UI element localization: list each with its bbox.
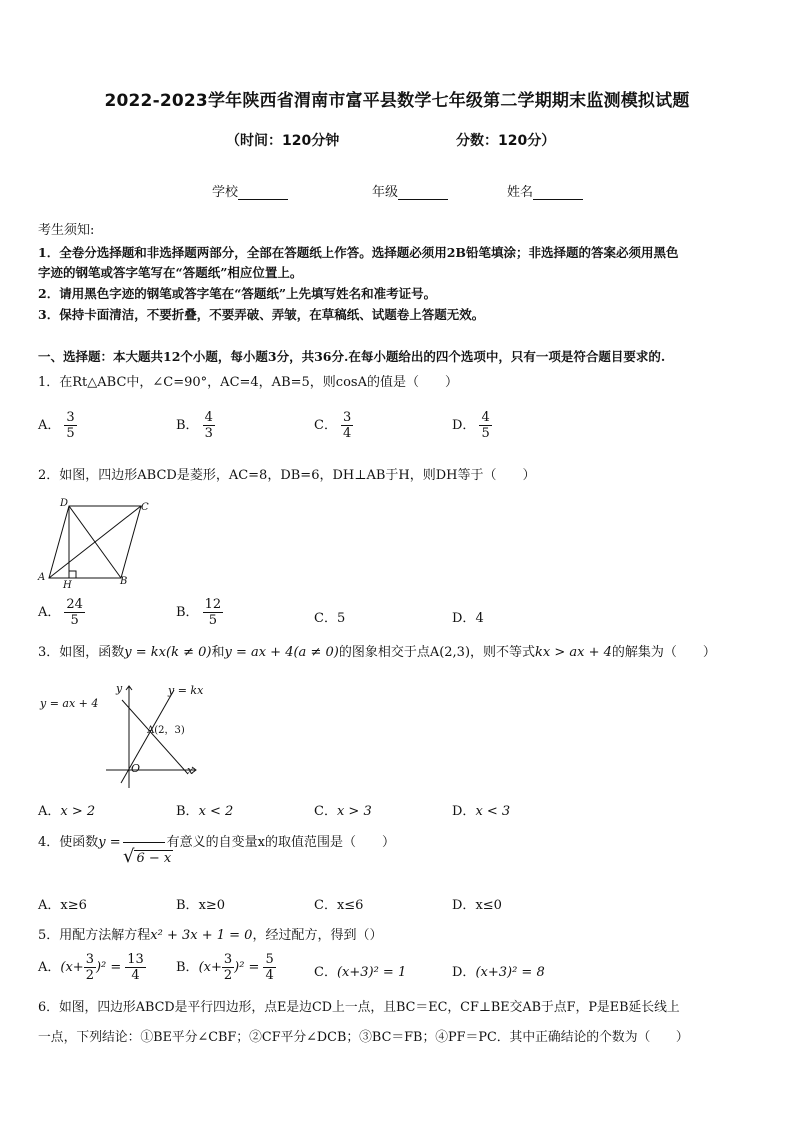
q3-option-a[interactable]: A．x > 2 <box>38 804 96 819</box>
fraction-bar <box>123 842 165 843</box>
school-blank[interactable] <box>238 185 288 200</box>
page-title: 2022-2023学年陕西省渭南市富平县数学七年级第二学期期末监测模拟试题 <box>104 91 690 111</box>
label-b: B <box>120 576 128 587</box>
label-point-a: A(2，3) <box>147 725 185 736</box>
q2-option-b[interactable]: B． $\frac{12}{5}$ <box>176 597 222 628</box>
q2-option-a[interactable]: A． $\frac{24}{5}$ <box>38 597 83 628</box>
q1-option-d[interactable]: D． $\frac{4}{5}$ <box>452 410 490 441</box>
grade-blank[interactable] <box>398 185 448 200</box>
time-limit: （时间：120分钟 <box>226 133 340 149</box>
q3-stem: 3．如图，函数y = kx(k ≠ 0)和y = ax + 4(a ≠ 0)的图象相交于点A(2,3)，则不等式kx > ax + 4的解集为（ ） <box>38 645 716 660</box>
section-heading: 一、选择题：本大题共12个小题，每小题3分，共36分.在每小题给出的四个选项中，只有一项是符合题目要求的. <box>38 349 666 364</box>
q4-option-a[interactable]: A．x≥6 <box>38 898 87 913</box>
diagonal-db <box>69 506 121 578</box>
q4-option-c[interactable]: C．x≤6 <box>314 898 364 913</box>
label-x-axis: x <box>187 764 194 777</box>
q3-option-b[interactable]: B．x < 2 <box>176 804 234 819</box>
notice-item-1a: 1．全卷分选择题和非选择题两部分，全部在答题纸上作答。选择题必须用2B铅笔填涂；非选择题的答案必须用黑色 <box>38 245 679 260</box>
q5-option-b[interactable]: B．(x+ $\frac{3}{2}$ )² = $\frac{5}{4}$ <box>176 952 274 983</box>
q6-stem-line2: 一点，下列结论：①BE平分∠CBF；②CF平分∠DCB；③BC＝FB；④PF＝PC．其中正确结论的个数为（ ） <box>38 1030 689 1045</box>
q6-stem-line1: 6．如图，四边形ABCD是平行四边形，点E是边CD上一点，且BC＝EC，CF⊥BE交AB于点F，P是EB延长线上 <box>38 1000 680 1015</box>
school-label: 学校 <box>212 185 239 200</box>
right-angle-mark <box>69 571 76 578</box>
q1-option-a[interactable]: A． $\frac{3}{5}$ <box>38 410 75 441</box>
label-h: H <box>63 580 72 590</box>
q2-option-d[interactable]: D．4 <box>452 611 484 626</box>
q5-option-a[interactable]: A．(x+ $\frac{3}{2}$ )² = $\frac{13}{4}$ <box>38 952 144 983</box>
q4-stem: 4．使函数y = 有意义的自变量x的取值范围是（ ） <box>38 835 395 850</box>
q4-option-b[interactable]: B．x≥0 <box>176 898 226 913</box>
label-origin: O <box>131 762 141 775</box>
name-blank[interactable] <box>533 185 583 200</box>
q4-radical: √ 6 − x <box>123 846 172 867</box>
q3-option-c[interactable]: C．x > 3 <box>314 804 372 819</box>
q5-stem: 5．用配方法解方程x² + 3x + 1 = 0，经过配方，得到（） <box>38 928 383 943</box>
name-field[interactable] <box>507 181 583 200</box>
label-line2: y = kx <box>168 684 204 697</box>
q1-option-b[interactable]: B． $\frac{4}{3}$ <box>176 410 213 441</box>
q1-option-c[interactable]: C． $\frac{3}{4}$ <box>314 410 352 441</box>
notice-item-1b: 字迹的钢笔或答字笔写在“答题纸”相应位置上。 <box>38 265 303 280</box>
q2-option-c[interactable]: C．5 <box>314 611 346 626</box>
grade-field[interactable] <box>372 181 448 200</box>
rhombus-figure <box>34 496 154 590</box>
notice-heading: 考生须知: <box>38 223 95 238</box>
label-c: C <box>141 502 149 513</box>
q1-stem: 1．在Rt△ABC中，∠C=90°，AC=4，AB=5，则cosA的值是（ ） <box>38 375 458 390</box>
notice-item-3: 3．保持卡面清洁，不要折叠，不要弄破、弄皱，在草稿纸、试题卷上答题无效。 <box>38 307 485 322</box>
q3-option-d[interactable]: D．x < 3 <box>452 804 511 819</box>
q5-option-d[interactable]: D．(x+3)² = 8 <box>452 965 545 980</box>
q2-stem: 2．如图，四边形ABCD是菱形，AC=8，DB=6，DH⊥AB于H，则DH等于（ ） <box>38 468 536 483</box>
name-label: 姓名 <box>507 185 534 200</box>
function-graph <box>34 678 204 790</box>
total-score: 分数：120分） <box>456 133 556 149</box>
label-d: D <box>60 498 69 509</box>
label-y-axis: y <box>116 682 123 695</box>
label-line1: y = ax + 4 <box>40 697 99 710</box>
grade-label: 年级 <box>372 185 399 200</box>
q5-option-c[interactable]: C．(x+3)² = 1 <box>314 965 407 980</box>
notice-item-2: 2．请用黑色字迹的钢笔或答字笔在“答题纸”上先填写姓名和准考证号。 <box>38 286 437 301</box>
label-a: A <box>38 572 46 583</box>
school-field[interactable] <box>212 181 288 200</box>
q4-option-d[interactable]: D．x≤0 <box>452 898 502 913</box>
